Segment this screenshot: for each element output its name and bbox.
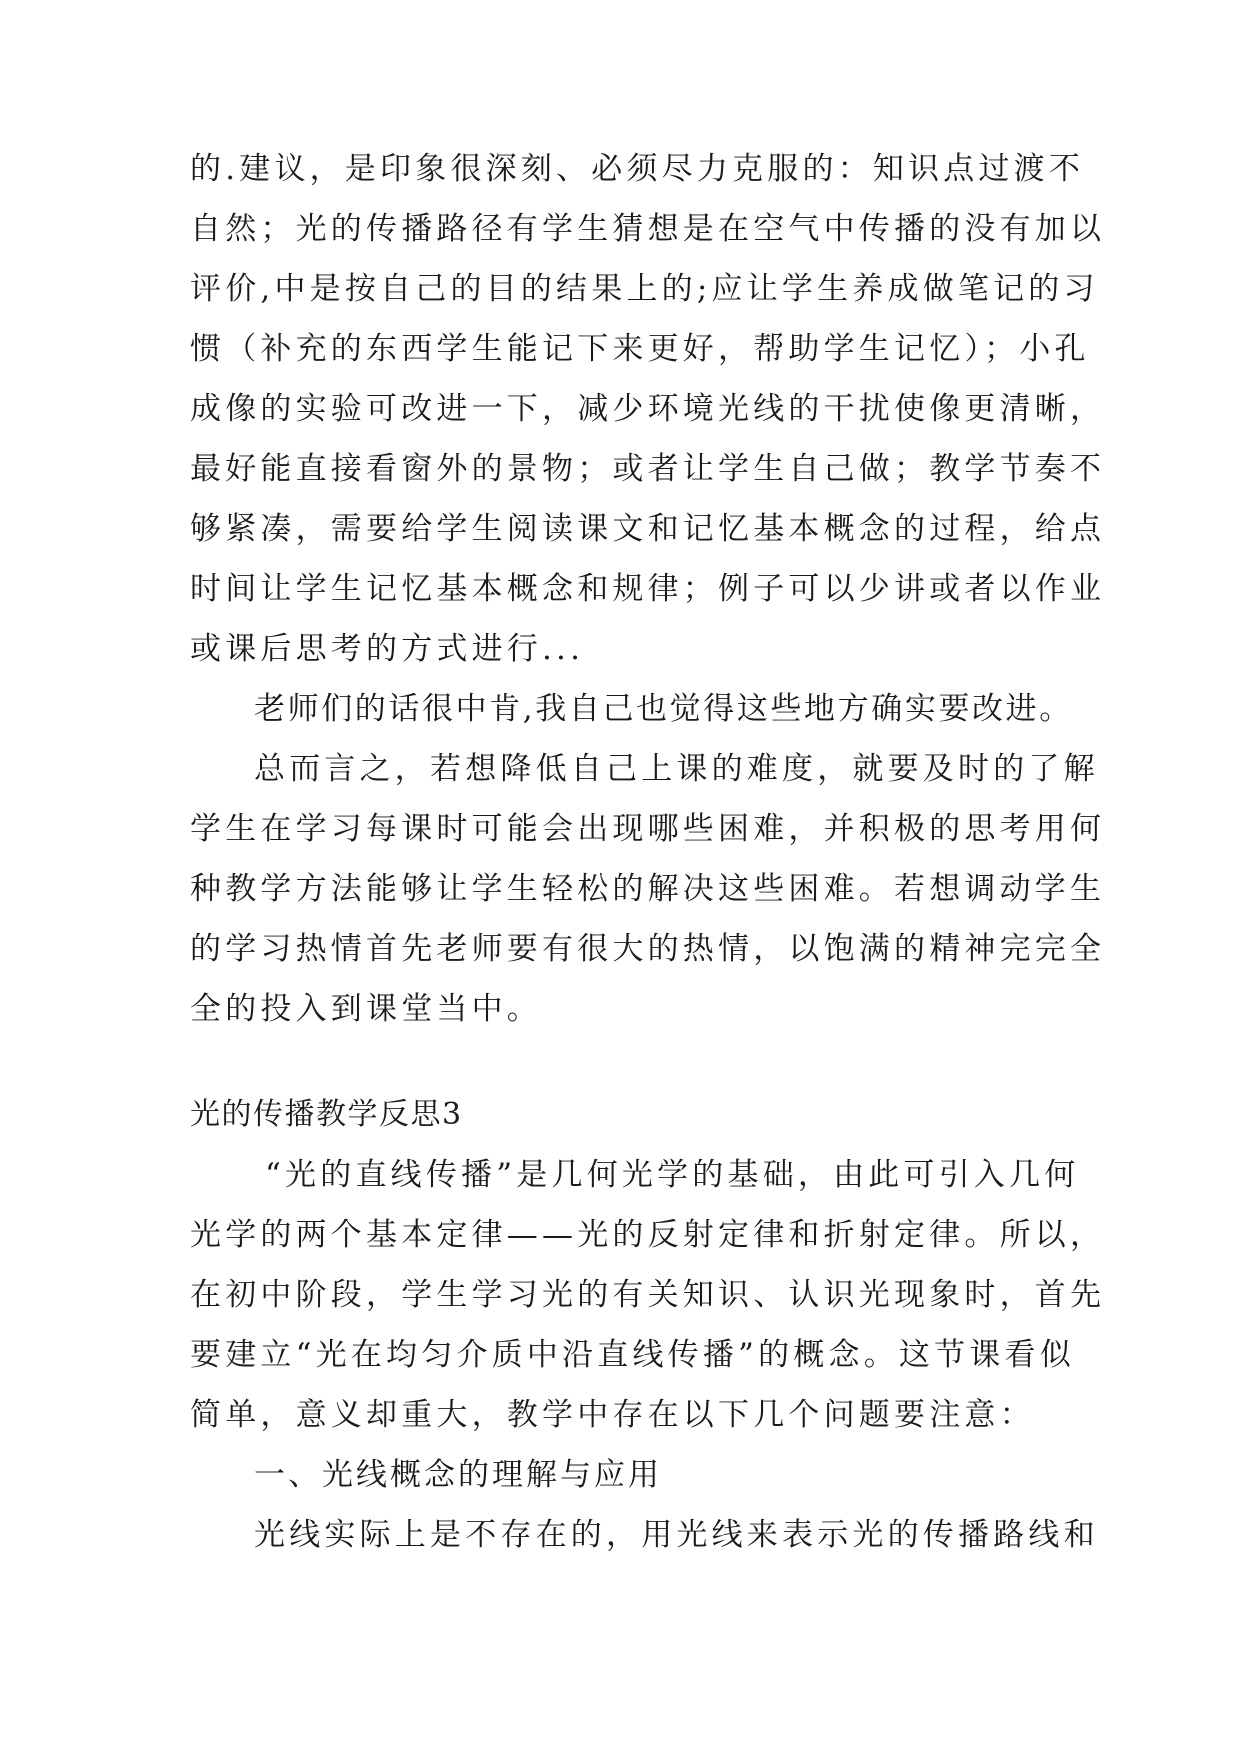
text-line: 成像的实验可改进一下，减少环境光线的干扰使像更清晰， bbox=[190, 391, 1106, 427]
text-line: 总而言之，若想降低自己上课的难度，就要及时的了解 bbox=[254, 751, 1099, 787]
subheading: 一、光线概念的理解与应用 bbox=[254, 1457, 662, 1493]
text-line: 光学的两个基本定律——光的反射定律和折射定律。所以， bbox=[190, 1217, 1106, 1253]
text-line: 在初中阶段，学生学习光的有关知识、认识光现象时，首先 bbox=[190, 1277, 1106, 1313]
text-line: 学生在学习每课时可能会出现哪些困难，并积极的思考用何 bbox=[190, 811, 1106, 847]
text-line: 简单，意义却重大，教学中存在以下几个问题要注意： bbox=[190, 1397, 1035, 1433]
text-line: 或课后思考的方式进行... bbox=[190, 631, 585, 667]
section-title: 光的传播教学反思3 bbox=[190, 1097, 463, 1132]
text-line: 老师们的话很中肯,我自己也觉得这些地方确实要改进。 bbox=[254, 691, 1073, 727]
text-line: 最好能直接看窗外的景物；或者让学生自己做；教学节奏不 bbox=[190, 451, 1106, 487]
text-line: 时间让学生记忆基本概念和规律；例子可以少讲或者以作业 bbox=[190, 571, 1106, 607]
text-line: 要建立“光在均匀介质中沿直线传播”的概念。这节课看似 bbox=[190, 1337, 1075, 1373]
text-line: 够紧凑，需要给学生阅读课文和记忆基本概念的过程，给点 bbox=[190, 511, 1106, 547]
text-line: 惯（补充的东西学生能记下来更好，帮助学生记忆）；小孔 bbox=[190, 331, 1090, 367]
text-line: 种教学方法能够让学生轻松的解决这些困难。若想调动学生 bbox=[190, 871, 1106, 907]
text-line: 自然；光的传播路径有学生猜想是在空气中传播的没有加以 bbox=[190, 211, 1106, 247]
text-line: 的学习热情首先老师要有很大的热情，以饱满的精神完完全 bbox=[190, 931, 1106, 967]
text-line: 全的投入到课堂当中。 bbox=[190, 991, 542, 1027]
text-line: 的.建议，是印象很深刻、必须尽力克服的：知识点过渡不 bbox=[190, 151, 1085, 187]
text-line: 光线实际上是不存在的，用光线来表示光的传播路线和 bbox=[254, 1517, 1099, 1553]
text-line: 评价,中是按自己的目的结果上的;应让学生养成做笔记的习 bbox=[190, 271, 1099, 307]
text-line: “光的直线传播”是几何光学的基础，由此可引入几何 bbox=[265, 1157, 1080, 1193]
